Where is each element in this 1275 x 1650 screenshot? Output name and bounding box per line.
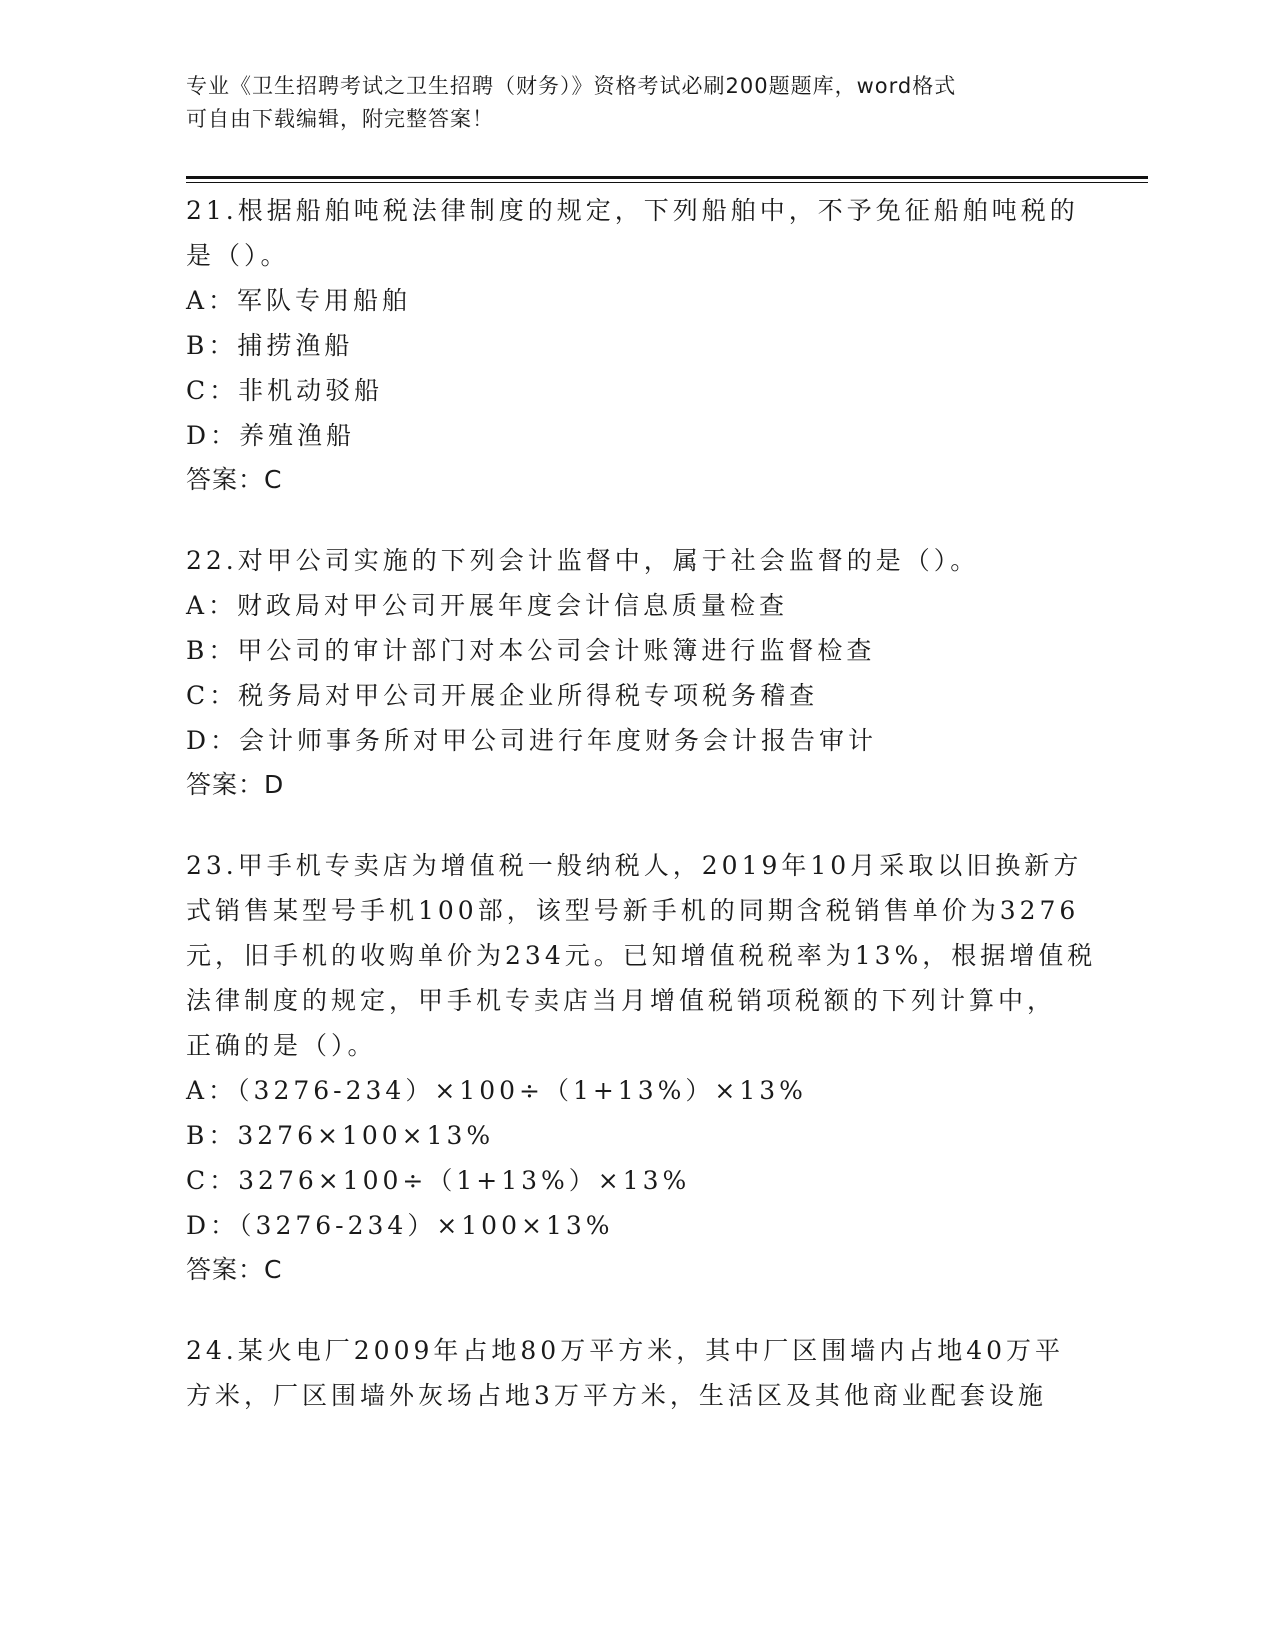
option-d: D：（3276-234）×100×13% — [186, 1211, 614, 1240]
question-stem-line: 是（）。 — [186, 241, 290, 270]
option-d: D：养殖渔船 — [186, 421, 356, 450]
answer-line: 答案：C — [186, 465, 283, 494]
header-line-2: 可自由下载编辑，附完整答案！ — [186, 107, 494, 131]
document-header — [186, 70, 1076, 136]
option-b: B：3276×100×13% — [186, 1121, 495, 1150]
question-stem-line: 式销售某型号手机100部，该型号新手机的同期含税销售单价为3276 — [186, 896, 1080, 925]
option-a: A：军队专用船舶 — [186, 286, 412, 315]
header-line-1: 专业《卫生招聘考试之卫生招聘（财务）》资格考试必刷200题题库，word格式 — [186, 74, 957, 98]
header-divider-thin — [186, 182, 1148, 183]
option-a: A：（3276-234）×100÷（1+13%）×13% — [186, 1076, 807, 1105]
option-c: C：非机动驳船 — [186, 376, 384, 405]
answer-line: 答案：C — [186, 1255, 283, 1284]
question-stem-line: 23.甲手机专卖店为增值税一般纳税人，2019年10月采取以旧换新方 — [186, 851, 1083, 880]
question-stem-line: 正确的是（）。 — [186, 1031, 377, 1060]
question-list — [186, 188, 1097, 1454]
question-stem-line: 元，旧手机的收购单价为234元。已知增值税税率为13%，根据增值税 — [186, 941, 1097, 970]
question-stem-line: 24.某火电厂2009年占地80万平方米，其中厂区围墙内占地40万平 — [186, 1336, 1065, 1365]
question-stem-line: 22.对甲公司实施的下列会计监督中，属于社会监督的是（）。 — [186, 546, 980, 575]
question-22 — [186, 538, 1086, 807]
question-stem-line: 法律制度的规定，甲手机专卖店当月增值税销项税额的下列计算中， — [186, 986, 1057, 1015]
header-divider-thick — [186, 176, 1148, 179]
option-a: A：财政局对甲公司开展年度会计信息质量检查 — [186, 591, 789, 620]
question-21 — [186, 188, 1086, 502]
option-d: D：会计师事务所对甲公司进行年度财务会计报告审计 — [186, 726, 878, 755]
question-24 — [186, 1328, 1086, 1418]
question-stem-line: 方米，厂区围墙外灰场占地3万平方米，生活区及其他商业配套设施 — [186, 1381, 1047, 1410]
option-b: B：甲公司的审计部门对本公司会计账簿进行监督检查 — [186, 636, 876, 665]
option-c: C：3276×100÷（1+13%）×13% — [186, 1166, 691, 1195]
question-stem-line: 21.根据船舶吨税法律制度的规定，下列船舶中，不予免征船舶吨税的 — [186, 196, 1079, 225]
option-c: C：税务局对甲公司开展企业所得税专项税务稽查 — [186, 681, 819, 710]
option-b: B：捕捞渔船 — [186, 331, 354, 360]
answer-line: 答案：D — [186, 770, 285, 799]
question-23 — [186, 843, 1097, 1292]
